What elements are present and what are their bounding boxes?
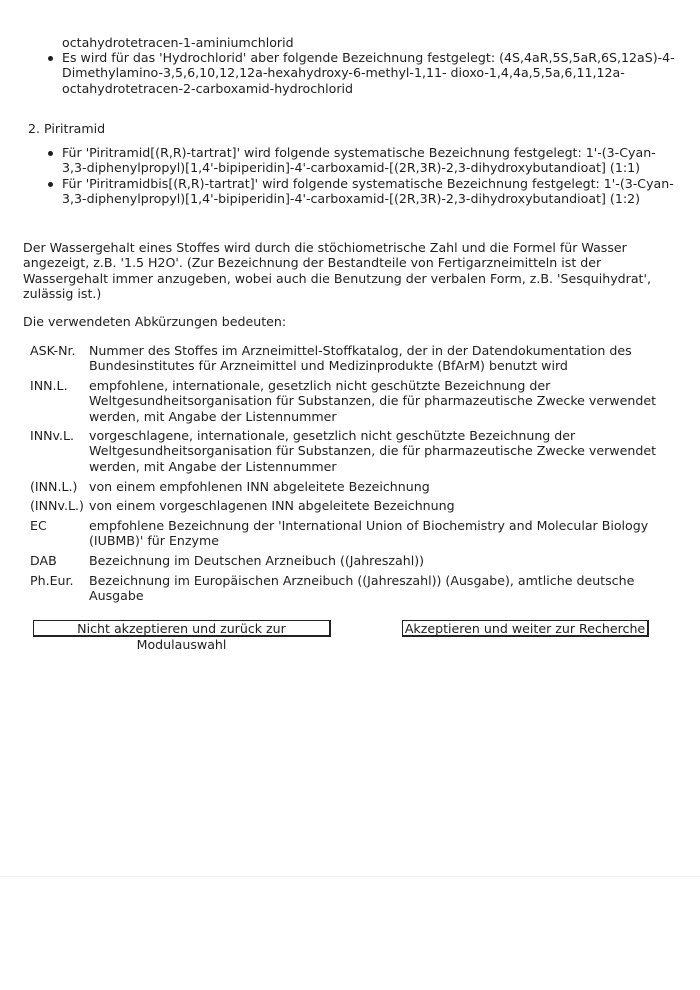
abbr-key: ASK-Nr. [30, 343, 76, 358]
abbr-desc: Bezeichnung im Deutschen Arzneibuch ((Jahreszahl)) [89, 553, 425, 568]
piritramidbis-tartrat-text: Für 'Piritramidbis[(R,R)-tartrat]' wird folgende systematische Bezeichnung festgelegt: 1'-(3-Cyan- 3,3-diphenylpropyl)[1,4'-bipiperidin]-4'-carboxamid-[(2R,3R)-2,3-dihydroxybutandioat] (1:2) [62, 176, 674, 207]
abbr-desc: vorgeschlagene, internationale, gesetzlich nicht geschützte Bezeichnung der Weltgesundheitsorganisation für Substanzen, die für pharmazeutische Zwecke verwendet werden, mit Angabe der Listennummer [89, 428, 657, 474]
piritramid-tartrat-text: Für 'Piritramid[(R,R)-tartrat]' wird folgende systematische Bezeichnung festgelegt: 1'-(3-Cyan- 3,3-diphenylpropyl)[1,4'-bipiperidin]-4'-carboxamid-[(2R,3R)-2,3-dihydroxybutandioat] (1:1) [62, 145, 656, 176]
abbr-key: Ph.Eur. [30, 573, 74, 588]
section-heading-piritramid: 2. Piritramid [28, 121, 106, 136]
abbr-key: (INN.L.) [30, 479, 78, 494]
bullet-dot [48, 182, 53, 187]
accept-continue-research-button[interactable]: Akzeptieren und weiter zur Recherche [402, 620, 649, 637]
abbreviations-intro: Die verwendeten Abkürzungen bedeuten: [23, 314, 287, 329]
abbr-key: INN.L. [30, 378, 68, 393]
bullet-dot [48, 151, 53, 156]
abbr-desc: von einem vorgeschlagenen INN abgeleitete Bezeichnung [89, 498, 455, 513]
reject-back-to-module-button[interactable]: Nicht akzeptieren und zurück zur Modulauswahl [33, 620, 331, 637]
abbr-desc: von einem empfohlenen INN abgeleitete Bezeichnung [89, 479, 430, 494]
abbr-key: DAB [30, 553, 57, 568]
abbr-desc: empfohlene, internationale, gesetzlich nicht geschützte Bezeichnung der Weltgesundheitsorganisation für Substanzen, die für pharmazeutische Zwecke verwendet werden, mit Angabe der Listennummer [89, 378, 657, 424]
hydrochlorid-text: Es wird für das 'Hydrochlorid' aber folgende Bezeichnung festgelegt: (4S,4aR,5S,5aR,6S,12aS)-4- Dimethylamino-3,5,6,10,12,12a-hexahydroxy-6-methyl-1,11- dioxo-1,4,4a,5,5a,6,11,12a- octahydrotetracen-2-carboxamid-hydrochlorid [62, 50, 675, 96]
hydrochlorid-bullet [62, 50, 675, 96]
abbr-key: EC [30, 518, 47, 533]
abbr-key: (INNv.L.) [30, 498, 84, 513]
abbr-desc: Bezeichnung im Europäischen Arzneibuch ((Jahreszahl)) (Ausgabe), amtliche deutsche Ausgabe [89, 573, 635, 604]
piritramid-tartrat-bullet [62, 145, 656, 176]
continued-line: octahydrotetracen-1-aminiumchlorid [62, 35, 294, 50]
bullet-dot [48, 56, 53, 61]
abbr-desc: empfohlene Bezeichnung der 'International Union of Biochemistry and Molecular Biology (IUBMB)' für Enzyme [89, 518, 649, 549]
piritramidbis-tartrat-bullet [62, 176, 674, 207]
abbr-key: INNv.L. [30, 428, 75, 443]
abbr-desc: Nummer des Stoffes im Arzneimittel-Stoffkatalog, der in der Datendokumentation des Bundesinstitutes für Arzneimittel und Medizinprodukte (BfArM) benutzt wird [89, 343, 632, 374]
water-content-paragraph: Der Wassergehalt eines Stoffes wird durch die stöchiometrische Zahl und die Formel für Wasser angezeigt, z.B. '1.5 H2O'. (Zur Bezeichnung der Bestandteile von Fertigarzneimitteln ist der Wassergehalt immer anzugeben, wobei auch die Benutzung der verbalen Form, z.B. 'Sesquihydrat', zulässig ist.) [23, 240, 651, 302]
scan-divider [0, 876, 700, 877]
